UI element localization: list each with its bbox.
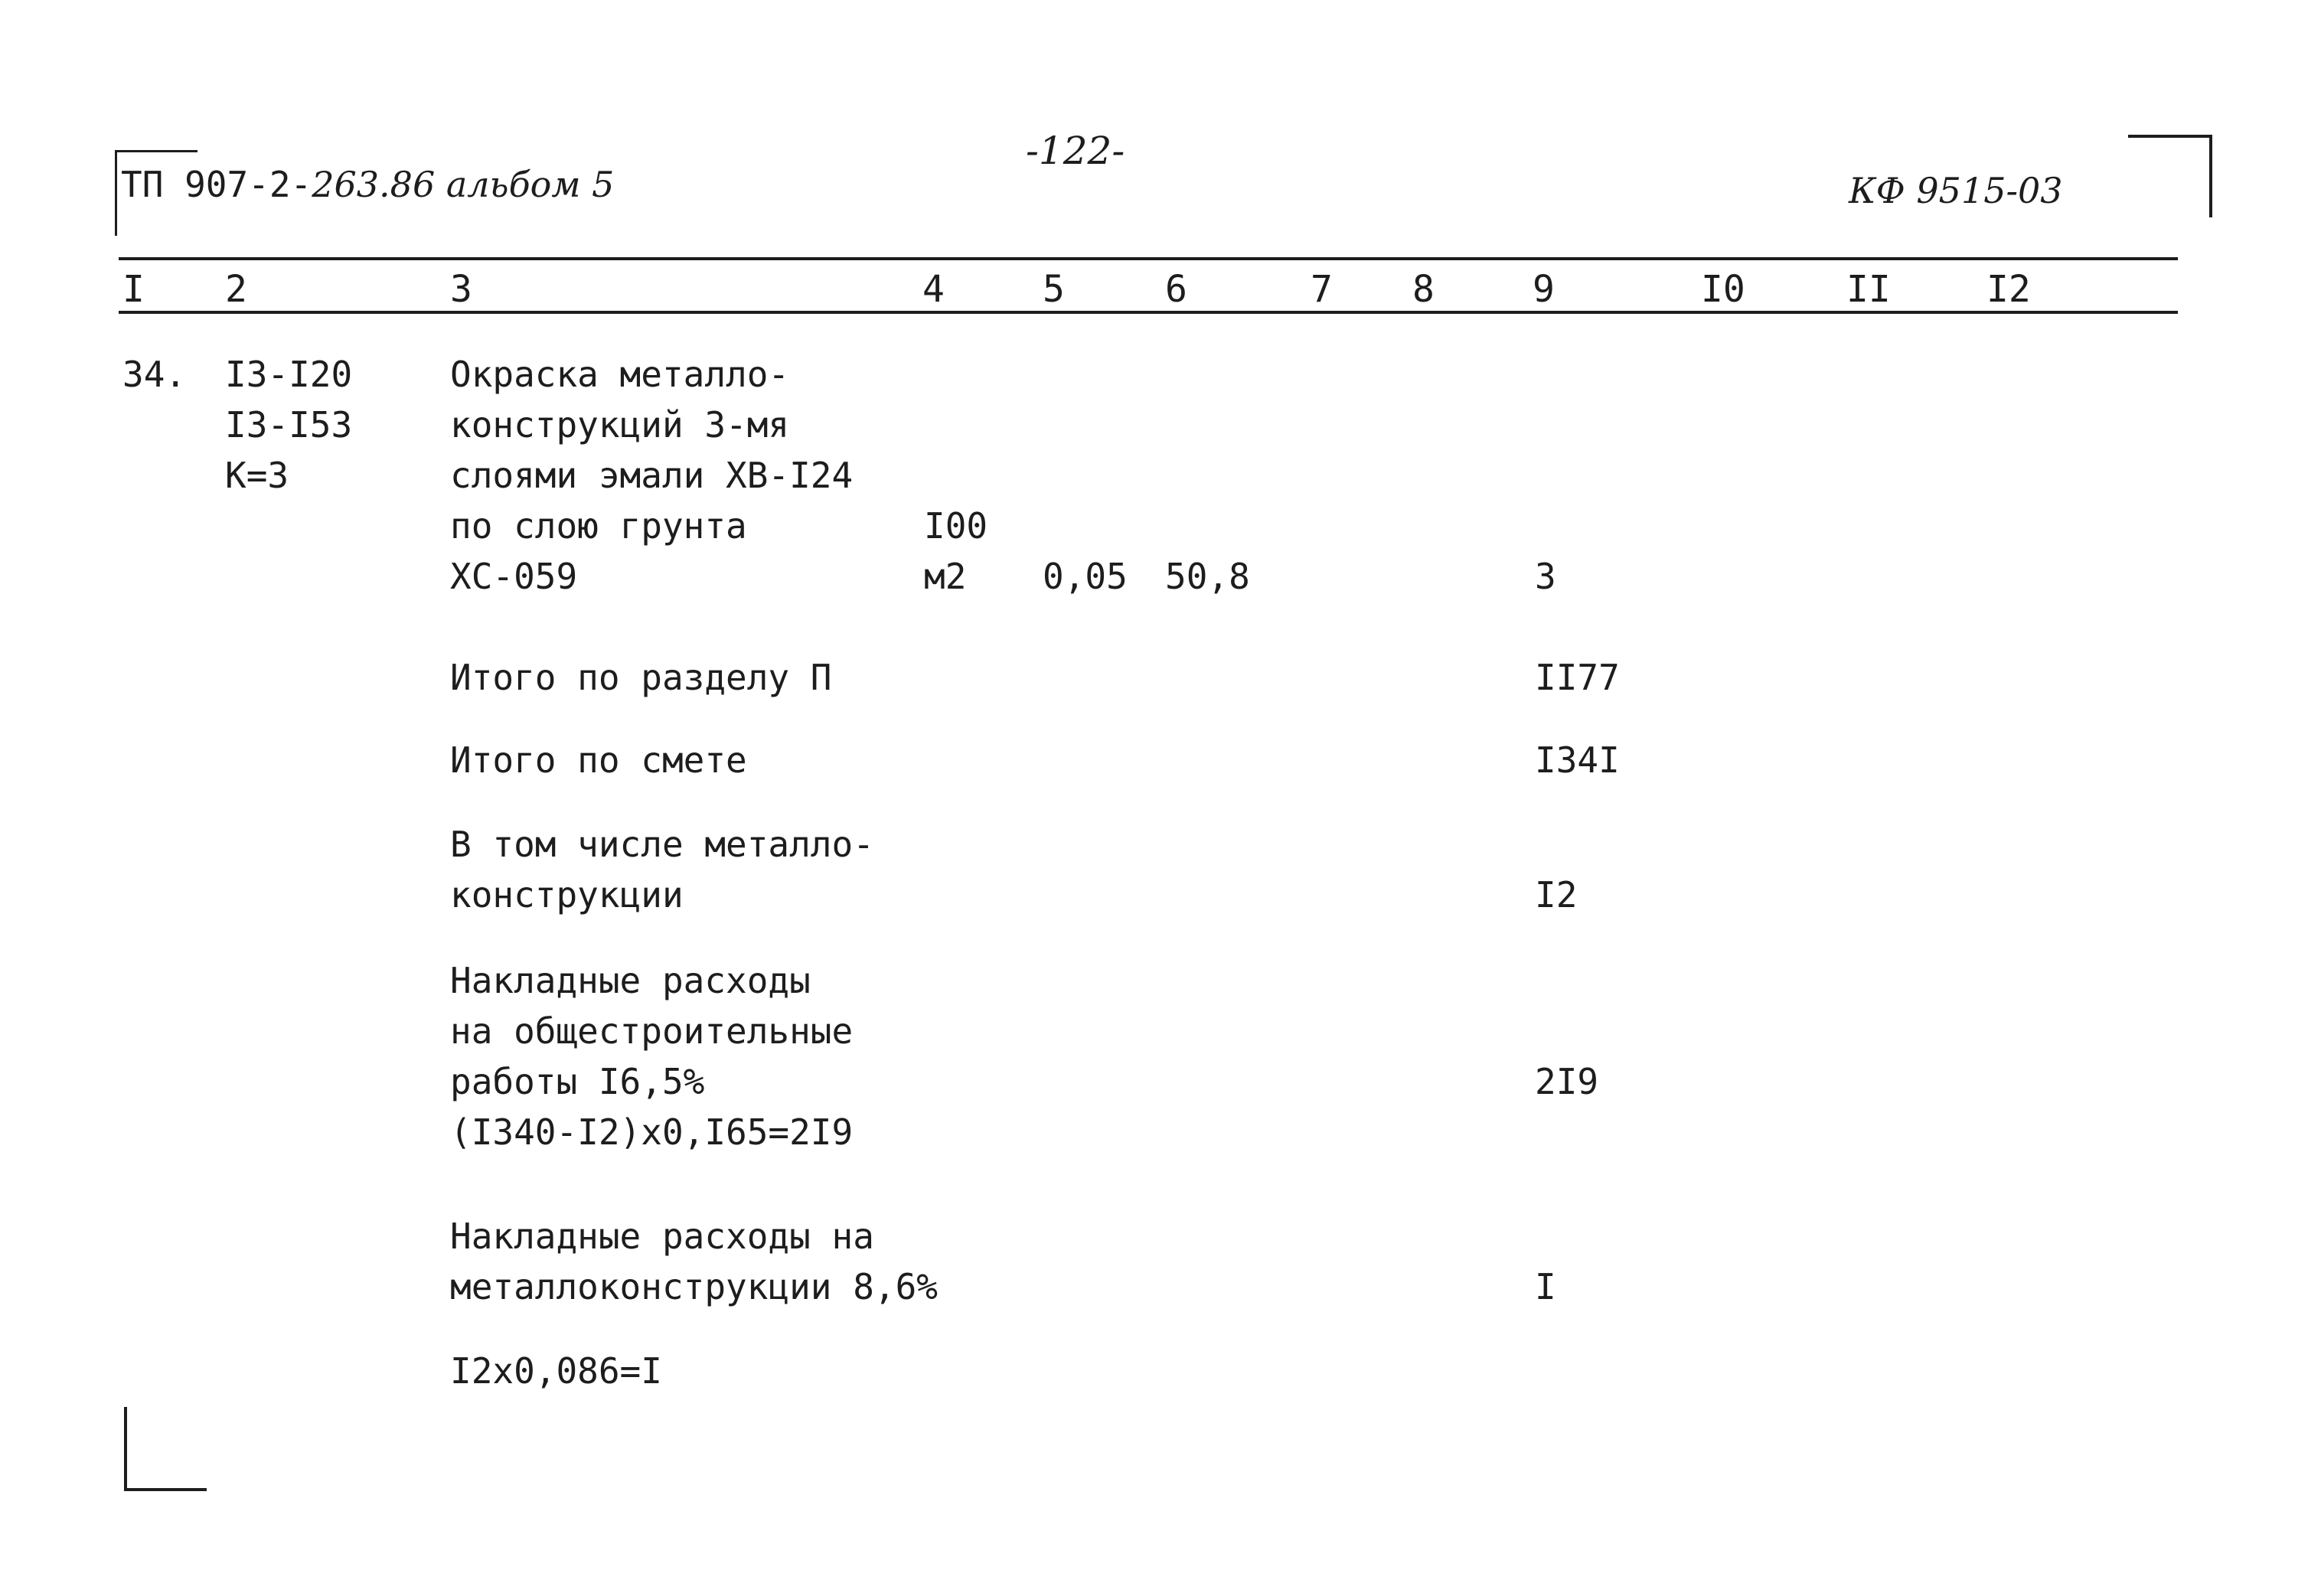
overhead-metal-line-1: Накладные расходы на xyxy=(450,1216,874,1257)
overhead-metal-line-2: металлоконструкции 8,6% xyxy=(450,1266,938,1307)
row-unit-top: I00 xyxy=(924,505,988,547)
col-header-12: I2 xyxy=(1986,268,2031,311)
overhead-metal-value: I xyxy=(1535,1266,1556,1307)
col-header-4: 4 xyxy=(922,268,945,311)
row-desc-4: по слою грунта xyxy=(450,505,747,547)
row-desc-5: ХС-059 xyxy=(450,556,578,597)
metal-line-2: конструкции xyxy=(450,874,684,915)
top-left-corner-h xyxy=(115,150,197,152)
col-header-11: II xyxy=(1846,268,1891,311)
row-desc-1: Окраска металло- xyxy=(450,354,790,395)
row-number: 34. xyxy=(122,354,187,395)
total-estimate-label: Итого по смете xyxy=(450,739,747,781)
total-estimate-value: I34I xyxy=(1535,739,1620,781)
col-header-10: I0 xyxy=(1701,268,1745,311)
overhead-general-line-4: (I340-I2)х0,I65=2I9 xyxy=(450,1111,854,1153)
col-header-7: 7 xyxy=(1311,268,1333,311)
overhead-general-line-3: работы I6,5% xyxy=(450,1061,705,1102)
col-header-8: 8 xyxy=(1412,268,1435,311)
col-header-9: 9 xyxy=(1533,268,1555,311)
row-col9-value: 3 xyxy=(1535,556,1556,597)
total-section-label: Итого по разделу П xyxy=(450,657,832,698)
col-header-1: I xyxy=(122,268,145,311)
row-desc-2: конструкций 3-мя xyxy=(450,404,790,446)
row-col6-value: 50,8 xyxy=(1165,556,1250,597)
col-header-2: 2 xyxy=(225,268,247,311)
row-unit-bottom: м2 xyxy=(924,556,967,597)
doc-code xyxy=(121,164,614,205)
col-header-3: 3 xyxy=(450,268,472,311)
header-rule-top xyxy=(119,257,2178,260)
doc-code-print: ТП 907-2- xyxy=(121,164,312,205)
row-col5-value: 0,05 xyxy=(1043,556,1128,597)
row-desc-3: слоями эмали ХВ-I24 xyxy=(450,455,854,496)
page-number: -122- xyxy=(1026,129,1125,173)
header-rule-bottom xyxy=(119,311,2178,314)
doc-code-handwritten: 263.86 альбом 5 xyxy=(312,164,615,205)
col-header-6: 6 xyxy=(1165,268,1187,311)
sheet-code: КФ 9515-03 xyxy=(1849,170,2063,211)
metal-value: I2 xyxy=(1535,874,1578,915)
row-code-2: I3-I53 xyxy=(225,404,353,446)
total-section-value: II77 xyxy=(1535,657,1620,698)
row-code-1: I3-I20 xyxy=(225,354,353,395)
formula: I2х0,086=I xyxy=(450,1350,662,1392)
top-right-corner-v xyxy=(2209,135,2212,217)
top-left-corner-v xyxy=(115,150,117,236)
metal-line-1: В том числе металло- xyxy=(450,824,874,865)
overhead-general-line-2: на общестроительные xyxy=(450,1010,854,1052)
overhead-general-line-1: Накладные расходы xyxy=(450,960,811,1001)
overhead-general-value: 2I9 xyxy=(1535,1061,1599,1102)
bottom-left-corner-v xyxy=(124,1407,127,1491)
top-right-corner-h xyxy=(2128,135,2212,138)
col-header-5: 5 xyxy=(1043,268,1065,311)
row-code-3: К=3 xyxy=(225,455,289,496)
bottom-left-corner-h xyxy=(124,1488,207,1491)
